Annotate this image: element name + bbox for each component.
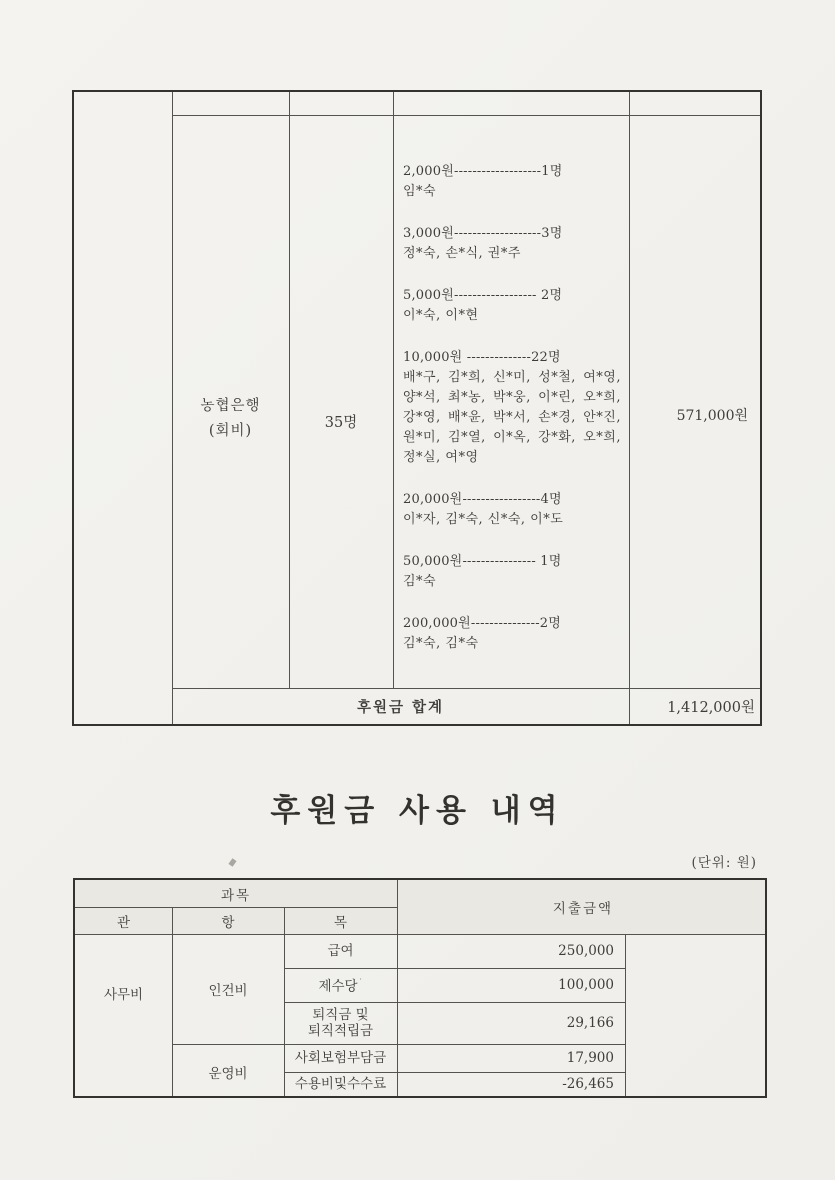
donation-group xyxy=(403,348,621,468)
amount-cell xyxy=(397,968,625,1002)
mok-label-line2: 퇴직적립금 xyxy=(307,1023,374,1039)
amount-cell xyxy=(397,1044,625,1072)
hang-cell-operating: 운영비 xyxy=(208,1066,248,1082)
donor-names: 김*숙 xyxy=(403,574,437,589)
unit-note: (단위: 원) xyxy=(691,855,757,871)
hang-cell-personnel: 인건비 xyxy=(208,983,248,999)
donation-amount-line: 2,000원-------------------1명 xyxy=(403,164,563,179)
donation-amount-line: 50,000원---------------- 1명 xyxy=(403,554,562,569)
donation-group xyxy=(403,286,621,326)
donation-amount-line: 3,000원-------------------3명 xyxy=(403,226,563,241)
donor-count-cell xyxy=(289,115,393,688)
donation-amount-line: 5,000원------------------ 2명 xyxy=(403,288,563,303)
mok-label: 급여 xyxy=(327,943,354,959)
donation-group xyxy=(403,490,621,530)
donor-names: 이*숙, 이*현 xyxy=(403,308,479,323)
scan-mark: ˙ xyxy=(358,978,363,988)
total-amount-cell xyxy=(629,688,762,724)
total-label-cell xyxy=(172,688,629,724)
bank-sub-label: (회비) xyxy=(208,422,253,439)
header-amount: 지출금액 xyxy=(552,901,614,917)
mok-cell xyxy=(284,968,397,1002)
amount-cell xyxy=(397,1002,625,1044)
donor-count: 35명 xyxy=(324,415,358,431)
total-label: 후원금 합계 xyxy=(356,698,445,716)
mok-cell xyxy=(284,1072,397,1096)
amount-value: 250,000 xyxy=(558,943,614,959)
section-title: 후원금 사용 내역 xyxy=(270,793,565,829)
donor-names: 정*숙, 손*식, 권*주 xyxy=(403,246,521,261)
donation-table xyxy=(72,90,762,726)
header-subject: 과목 xyxy=(220,887,252,904)
mok-label-line1: 퇴직금 및 xyxy=(312,1007,369,1023)
donor-names: 임*숙 xyxy=(403,184,437,199)
row-subtotal-cell xyxy=(629,115,762,688)
donor-names: 배*구, 김*희, 신*미, 성*철, 여*영, 양*석, 최*농, 박*웅, 이*린, 오*희, 강*영, 배*윤, 박*서, 손*경, 안*진, 원*미, 김*열, 이*옥, 강*화, 오*희, 정*실, 여*영 xyxy=(403,370,621,465)
donation-amount-line: 10,000원 --------------22명 xyxy=(403,350,561,365)
gwan-value-cell: 사무비 xyxy=(103,987,144,1003)
donation-amount-line: 200,000원---------------2명 xyxy=(403,616,562,631)
donation-group xyxy=(403,162,621,202)
amount-cell xyxy=(397,1072,625,1096)
mok-label: 사회보험부담금 xyxy=(294,1050,387,1066)
donation-group xyxy=(403,552,621,592)
mok-cell xyxy=(284,934,397,968)
amount-value: 17,900 xyxy=(566,1050,614,1066)
bank-cell xyxy=(172,115,289,688)
donation-breakdown-cell xyxy=(393,115,629,688)
header-mok: 목 xyxy=(333,914,348,931)
table-line xyxy=(625,934,626,1096)
donor-names: 이*자, 김*숙, 신*숙, 이*도 xyxy=(403,512,564,527)
mok-label: 제수당˙ xyxy=(318,978,363,995)
expense-table xyxy=(73,878,767,1098)
mok-cell xyxy=(284,1044,397,1072)
mok-cell xyxy=(284,1002,397,1044)
donor-names: 김*숙, 김*숙 xyxy=(403,636,479,651)
total-amount: 1,412,000원 xyxy=(667,699,755,716)
donation-group xyxy=(403,614,621,654)
amount-value: 100,000 xyxy=(558,977,614,993)
scan-speck xyxy=(228,858,236,867)
header-gwan: 관 xyxy=(116,914,131,931)
header-hang: 항 xyxy=(221,914,235,931)
donation-amount-line: 20,000원-----------------4명 xyxy=(403,492,562,507)
amount-value: 29,166 xyxy=(566,1015,614,1031)
mok-label: 수용비및수수료 xyxy=(294,1076,387,1092)
bank-name: 농협은행 xyxy=(200,397,261,414)
amount-cell xyxy=(397,934,625,968)
amount-value: -26,465 xyxy=(562,1076,614,1092)
donation-group xyxy=(403,224,621,264)
row-subtotal: 571,000원 xyxy=(676,407,748,424)
